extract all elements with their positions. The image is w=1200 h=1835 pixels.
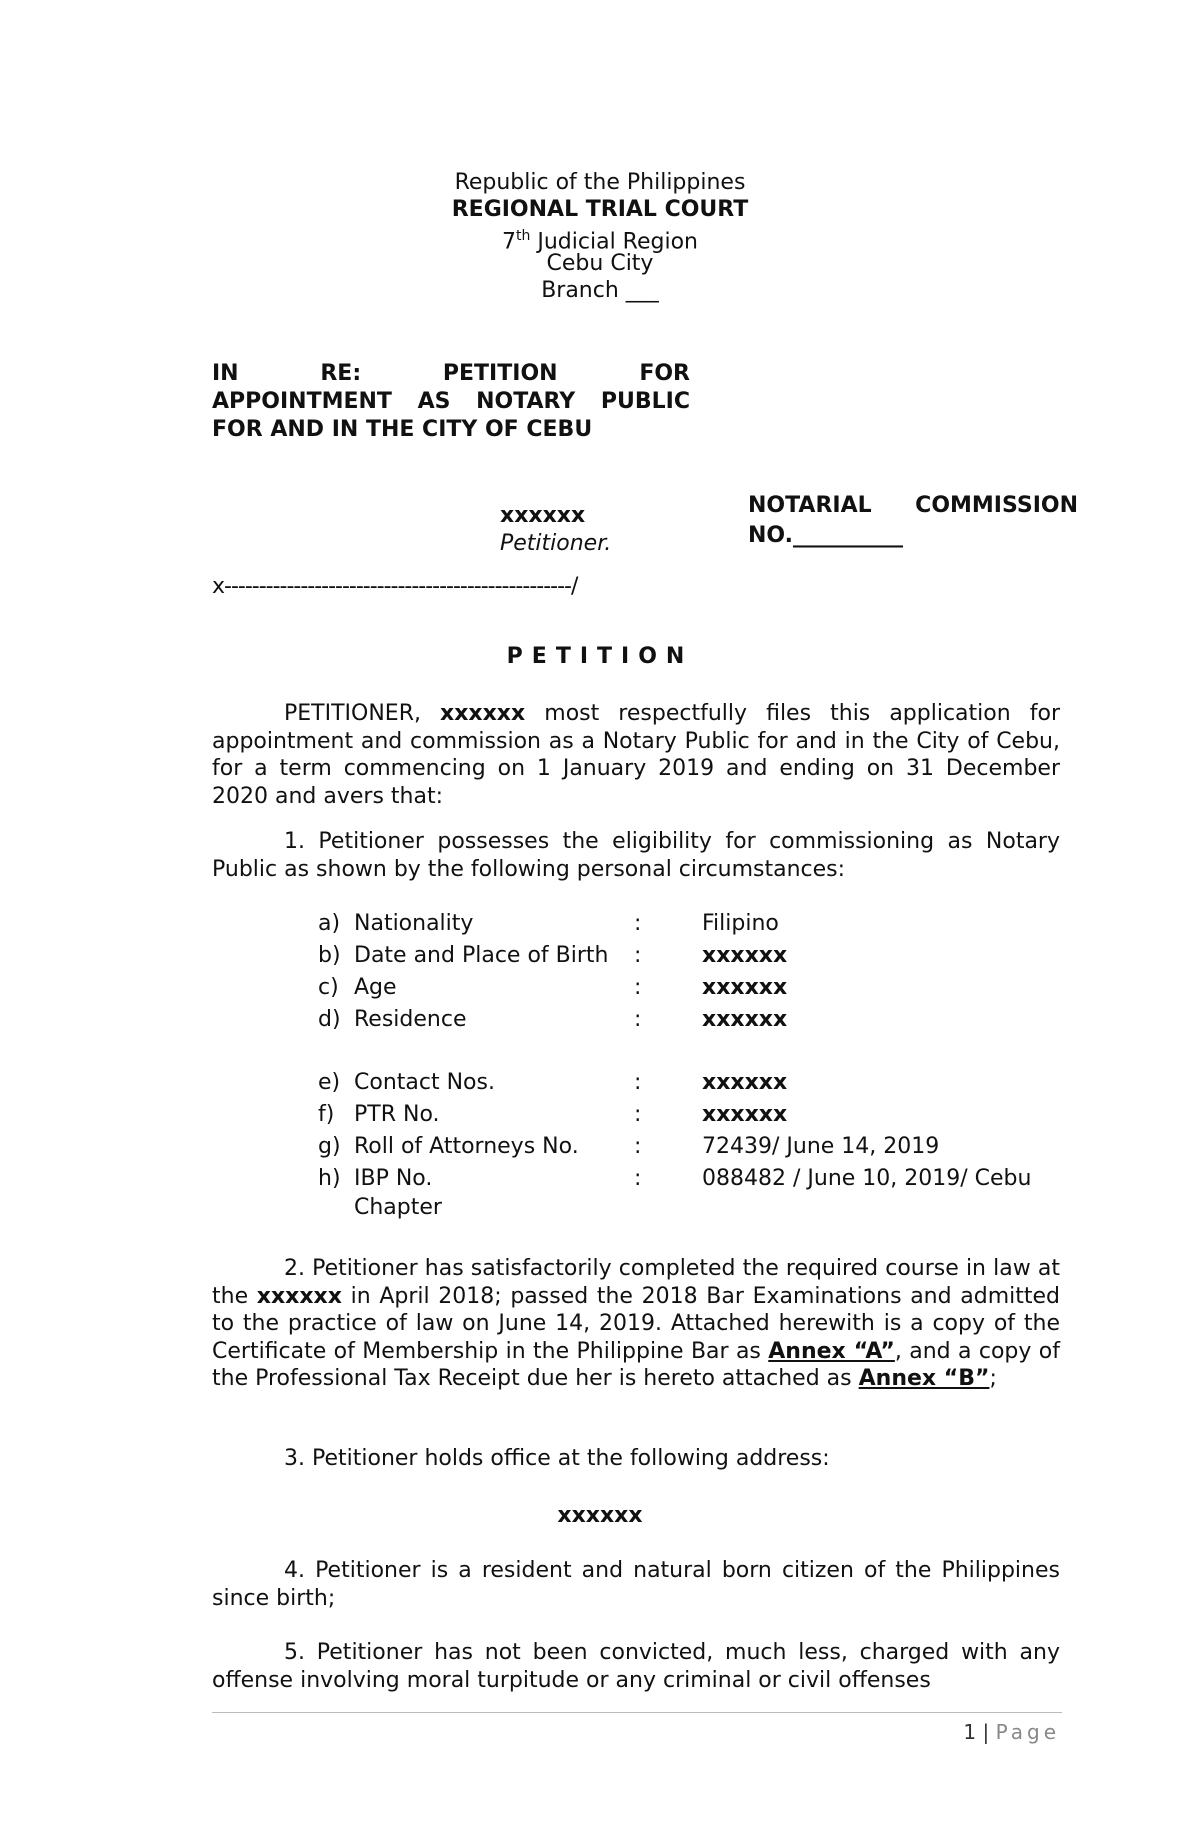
circumstance-separator: : — [634, 1007, 642, 1032]
paragraph-2-a: 2. Petitioner has satisfactorily completed the required course in law at the — [212, 1256, 1060, 1309]
circumstance-value: Filipino — [702, 911, 779, 936]
circumstance-label: PTR No. — [354, 1102, 440, 1127]
paragraph-2-e: ; — [989, 1366, 997, 1391]
paragraph-2-c: in April 2018; passed the 2018 Bar Examinations and admitted to the practice of law on June 14, 2019. Attached herewith is a copy of the Certificate of Membership in the Philippine Bar as — [212, 1283, 1060, 1364]
circumstance-letter: d) — [318, 1007, 341, 1032]
footer-divider — [212, 1712, 1062, 1713]
circumstance-label: Date and Place of Birth — [354, 943, 609, 968]
petitioner-name: xxxxxx — [500, 503, 586, 528]
caption-line-3: FOR AND IN THE CITY OF CEBU — [212, 417, 593, 442]
circumstance-row — [318, 910, 779, 937]
circumstance-label: IBP No. — [354, 1166, 433, 1191]
circumstance-value: xxxxxx — [702, 1102, 788, 1127]
circumstance-letter: f) — [318, 1102, 335, 1127]
intro-post: most respectfully files this application for appointment and commission as a Notary Public for and in the City of Cebu, for a term commencing on 1 January 2019 and ending on 31 December 2020 and avers that: — [212, 701, 1060, 809]
circumstance-letter: b) — [318, 943, 341, 968]
annex-a-reference: Annex “A” — [768, 1338, 895, 1364]
annex-b-reference: Annex “B” — [858, 1366, 990, 1391]
paragraph-1-text: 1. Petitioner possesses the eligibility for commissioning as Notary Public as shown by the following personal circumstances: — [212, 829, 1060, 882]
circumstance-letter: h) — [318, 1166, 341, 1191]
circumstance-row — [318, 974, 787, 1001]
header-court: REGIONAL TRIAL COURT — [451, 197, 749, 222]
circumstance-separator: : — [634, 943, 642, 968]
circumstance-label: Contact Nos. — [354, 1070, 495, 1095]
circumstance-separator: : — [634, 911, 642, 936]
header-region-suffix: th — [516, 228, 531, 244]
intro-paragraph — [212, 700, 1060, 810]
paragraph-3 — [212, 1445, 1060, 1473]
header-branch: Branch ___ — [541, 278, 659, 303]
page-number: 1 — [963, 1720, 977, 1744]
circumstance-value: 088482 / June 10, 2019/ Cebu — [702, 1166, 1032, 1191]
notarial-commission — [748, 491, 1078, 551]
petitioner-block — [500, 502, 611, 558]
header-republic: Republic of the Philippines — [454, 170, 746, 195]
notarial-commission-line-2: NO.__________ — [748, 523, 903, 548]
circumstance-separator: : — [634, 1134, 642, 1159]
circumstance-separator: : — [634, 975, 642, 1000]
paragraph-2-d: , and a copy of the Professional Tax Receipt due her is hereto attached as — [212, 1338, 1060, 1391]
circumstance-value: xxxxxx — [702, 943, 788, 968]
paragraph-2 — [212, 1255, 1060, 1393]
petitioner-role: Petitioner. — [500, 531, 612, 556]
circumstance-label: Nationality — [354, 911, 474, 936]
caption-separator: x--------------------------------------------------/ — [212, 574, 578, 599]
circumstance-row — [318, 1006, 787, 1033]
document-title: PETITION — [506, 644, 694, 669]
circumstance-label: Roll of Attorneys No. — [354, 1134, 579, 1159]
caption-line-1: IN RE: PETITION FOR — [212, 361, 690, 386]
ibp-continuation: Chapter — [354, 1195, 442, 1220]
header-city: Cebu City — [546, 251, 654, 276]
circumstance-value: xxxxxx — [702, 1070, 788, 1095]
paragraph-2-school: xxxxxx — [256, 1283, 342, 1309]
circumstance-separator: : — [634, 1070, 642, 1095]
circumstance-row — [318, 1069, 787, 1096]
intro-name: xxxxxx — [440, 701, 526, 726]
footer-separator: | — [976, 1720, 996, 1744]
circumstance-letter: c) — [318, 975, 339, 1000]
office-address: xxxxxx — [557, 1503, 643, 1528]
paragraph-1 — [212, 828, 1060, 883]
circumstance-row — [318, 1165, 1031, 1192]
page-footer — [963, 1720, 1060, 1744]
circumstance-label: Residence — [354, 1007, 467, 1032]
paragraph-4-text: 4. Petitioner is a resident and natural born citizen of the Philippines since birth; — [212, 1558, 1060, 1611]
intro-pre: PETITIONER, — [284, 701, 441, 726]
circumstance-row — [318, 1133, 939, 1160]
paragraph-5-text: 5. Petitioner has not been convicted, much less, charged with any offense involving moral turpitude or any criminal or civil offenses — [212, 1640, 1060, 1693]
paragraph-4 — [212, 1557, 1060, 1612]
circumstance-value: 72439/ June 14, 2019 — [702, 1134, 940, 1159]
circumstance-letter: a) — [318, 911, 341, 936]
paragraph-5 — [212, 1639, 1060, 1694]
header-region-number: 7 — [502, 229, 516, 255]
circumstance-letter: e) — [318, 1070, 341, 1095]
circumstance-separator: : — [634, 1166, 642, 1191]
paragraph-3-text: 3. Petitioner holds office at the following address: — [284, 1446, 830, 1471]
circumstance-row — [318, 1101, 787, 1128]
circumstance-value: xxxxxx — [702, 975, 788, 1000]
circumstance-letter: g) — [318, 1134, 341, 1159]
circumstance-value: xxxxxx — [702, 1007, 788, 1032]
circumstance-label: Age — [354, 975, 397, 1000]
case-caption — [212, 360, 690, 444]
caption-line-2: APPOINTMENT AS NOTARY PUBLIC — [212, 389, 690, 414]
notarial-commission-line-1: NOTARIAL COMMISSION — [748, 493, 1078, 518]
circumstance-row — [318, 942, 787, 969]
header-region-text: Judicial Region — [530, 229, 698, 255]
circumstance-separator: : — [634, 1102, 642, 1127]
page-label: Page — [995, 1720, 1060, 1744]
